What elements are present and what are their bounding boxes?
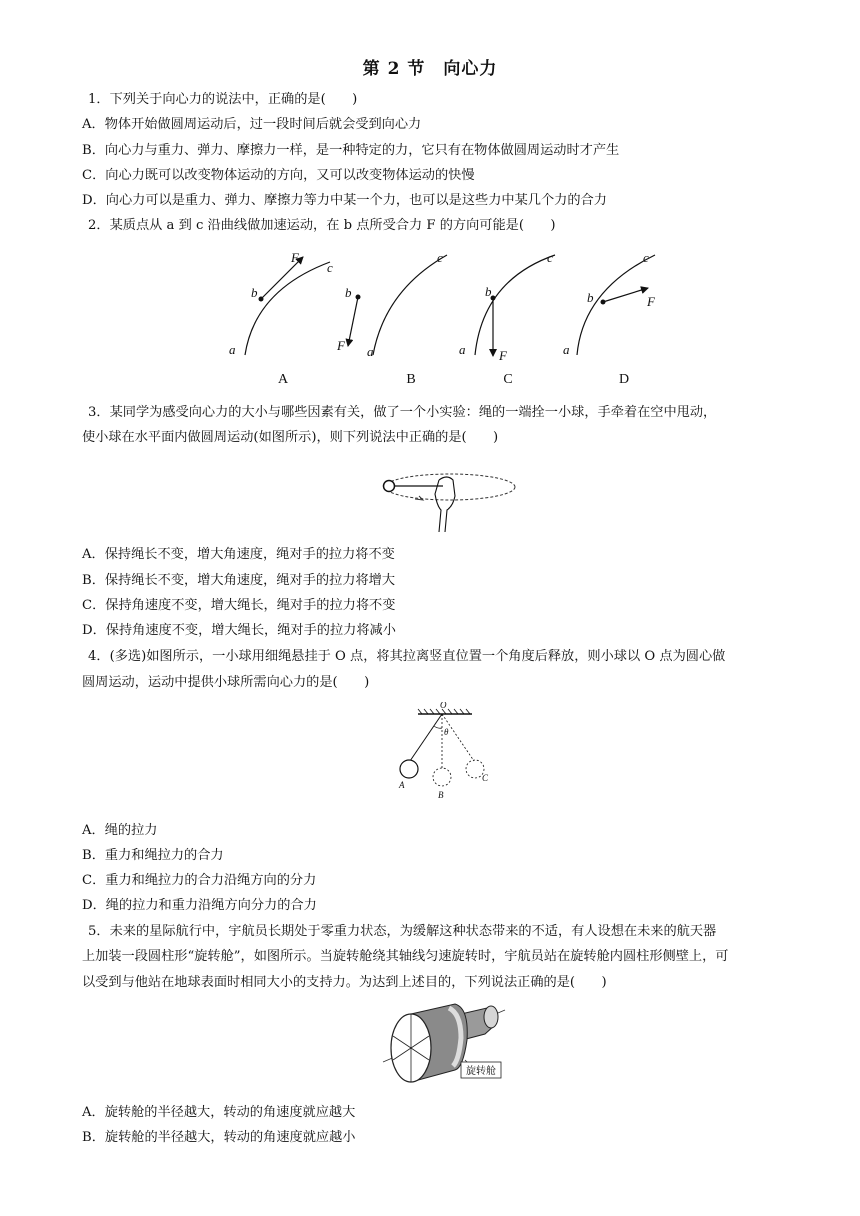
label-theta: θ [444, 727, 449, 737]
panel-label-b: B [406, 372, 416, 387]
label-f-b: F [337, 338, 345, 353]
q1-option-a: A．物体开始做圆周运动后，过一段时间后就会受到向心力 [82, 117, 422, 132]
label-b-d: b [587, 290, 594, 305]
q3-stem-line1: 3．某同学为感受向心力的大小与哪些因素有关，做了一个小实验：绳的一端拴一小球，手牵着在空中甩动， [88, 405, 717, 420]
q5-figure [375, 1000, 515, 1085]
panel-label-c: C [503, 372, 513, 387]
capsule-label: 旋转舱 [466, 1066, 496, 1077]
label-b: B [438, 790, 444, 800]
q2-figure [215, 240, 685, 390]
q3-option-b: B．保持绳长不变，增大角速度，绳对手的拉力将增大 [82, 573, 396, 588]
label-b-b: b [345, 285, 352, 300]
q3-option-c: C．保持角速度不变，增大绳长，绳对手的拉力将不变 [82, 598, 396, 613]
ball [384, 481, 395, 492]
q4-stem-line1: 4．(多选)如图所示，一小球用细绳悬挂于 O 点，将其拉离竖直位置一个角度后释放，则小球以 O 点为圆心做 [88, 649, 726, 664]
q4-stem-line2: 圆周运动，运动中提供小球所需向心力的是( ) [82, 675, 370, 690]
q5-stem-line3: 以受到与他站在地球表面时相同大小的支持力。为达到上述目的，下列说法正确的是( ) [82, 975, 607, 990]
q3-option-a: A．保持绳长不变，增大角速度，绳对手的拉力将不变 [82, 547, 395, 562]
q4-option-b: B．重力和绳拉力的合力 [82, 848, 224, 863]
label-f-d: F [647, 294, 655, 309]
q3-option-d: D．保持角速度不变，增大绳长，绳对手的拉力将减小 [82, 623, 396, 638]
q5-option-b: B．旋转舱的半径越大，转动的角速度就应越小 [82, 1130, 356, 1145]
label-c-c: c [547, 250, 553, 265]
page-title: 第 2 节 向心力 [362, 59, 498, 79]
hand [435, 477, 455, 532]
label-b-c: b [485, 284, 492, 299]
q2-stem: 2．某质点从 a 到 c 沿曲线做加速运动，在 b 点所受合力 F 的方向可能是( ) [88, 218, 556, 233]
panel-label-a: A [277, 372, 289, 387]
label-o: O [440, 702, 447, 710]
label-f-a: F [291, 250, 299, 265]
q1-option-d: D．向心力可以是重力、弹力、摩擦力等力中某一个力，也可以是这些力中某几个力的合力 [82, 193, 607, 208]
ball-b [433, 768, 451, 786]
label-b-a: b [251, 285, 258, 300]
label-a-c: a [459, 342, 466, 357]
label-a-d: a [563, 342, 570, 357]
q3-figure [375, 466, 520, 536]
label-f-c: F [499, 348, 507, 363]
q5-stem-line2: 上加装一段圆柱形“旋转舱”，如图所示。当旋转舱绕其轴线匀速旋转时，宇航员站在旋转舱内圆柱形侧壁上，可 [82, 949, 729, 964]
ball-a [400, 760, 418, 778]
q1-stem: 1．下列关于向心力的说法中，正确的是( ) [88, 92, 358, 107]
q4-option-a: A．绳的拉力 [82, 823, 158, 838]
q4-option-d: D．绳的拉力和重力沿绳方向分力的合力 [82, 898, 317, 913]
label-c-a: c [327, 260, 333, 275]
q1-option-b: B．向心力与重力、弹力、摩擦力一样，是一种特定的力，它只有在物体做圆周运动时才产生 [82, 143, 620, 158]
q5-stem-line1: 5．未来的星际航行中，宇航员长期处于零重力状态，为缓解这种状态带来的不适，有人设想在未来的航天器 [88, 924, 717, 939]
force-arrow-d [603, 288, 648, 302]
label-a-b: a [367, 344, 374, 359]
label-a: A [399, 780, 405, 790]
label-c-d: c [643, 250, 649, 265]
q3-stem-line2: 使小球在水平面内做圆周运动(如图所示)，则下列说法中正确的是( ) [82, 430, 499, 445]
panel-label-d: D [618, 372, 630, 387]
q4-figure [390, 702, 500, 802]
label-c: C [482, 773, 489, 783]
q5-option-a: A．旋转舱的半径越大，转动的角速度就应越大 [82, 1105, 356, 1120]
label-a-a: a [229, 342, 236, 357]
force-arrow-b [348, 297, 358, 346]
q1-option-c: C．向心力既可以改变物体运动的方向，又可以改变物体运动的快慢 [82, 168, 475, 183]
label-c-b: c [437, 250, 443, 265]
q4-option-c: C．重力和绳拉力的合力沿绳方向的分力 [82, 873, 317, 888]
